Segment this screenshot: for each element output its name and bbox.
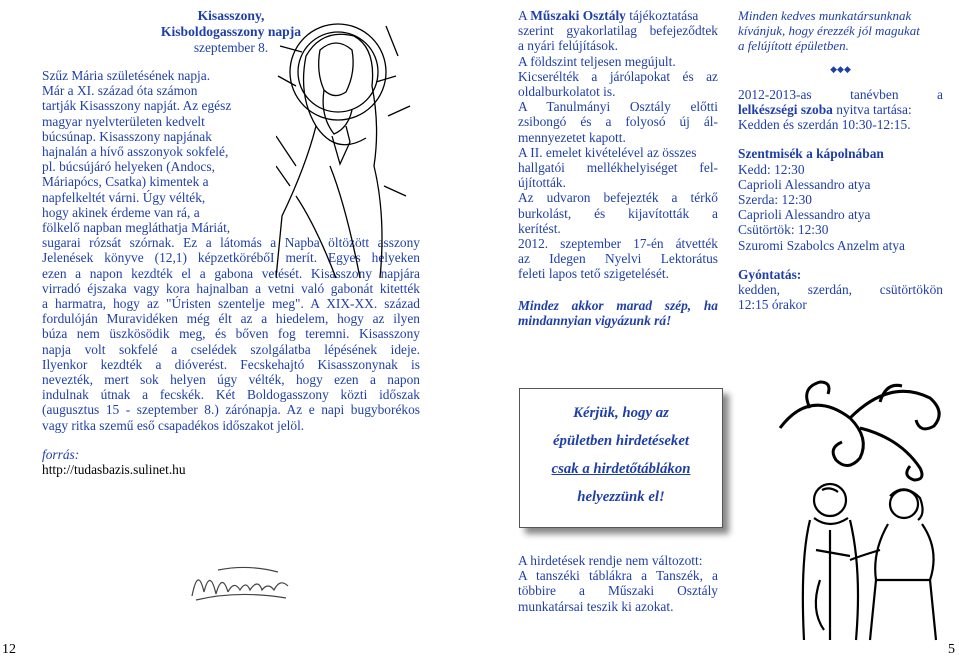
page-number-right: 5 bbox=[948, 642, 955, 657]
office-hours: 2012-2013-as tanévben a lelkészségi szoba nyitva tartása: Kedden és szerdán 10:30-12:15. bbox=[738, 86, 943, 133]
middle-column: A Műszaki Osztály tájékoztatása szerint gyakorlatilag befejeződtek a nyári felújítások. A földszint teljesen megújult. Kicserélték a járólapokat és az oldalburkolatot is. A Tanulmányi Osztály előtti zsibongó és a folyosó új ál- mennyezetet kapott. A II. emelet kivételével az összes hallgatói mellékhelyiséget fel- újították. Az udvaron befejezték a térkő burkolást, és kijavították a kerítést. 2012. szeptember 17-én átvették az Idegen Nyelvi Lektorátus feleti lapos tető szigetelését. Mindez akkor marad szép, ha mindannyian vigyázunk rá! bbox=[518, 8, 718, 328]
article-date: szeptember 8. bbox=[193, 40, 269, 55]
mary-illustration bbox=[276, 16, 412, 282]
source-url[interactable]: http://tudasbazis.sulinet.hu bbox=[42, 462, 186, 478]
greeting: Minden kedves munkatársunknak kívánjuk, hogy érezzék jól magukat a felújított épületben. bbox=[738, 8, 920, 54]
source-label: forrás: bbox=[42, 446, 80, 462]
confession-times: kedden, szerdán, csütörtökön 12:15 órakor bbox=[738, 282, 943, 313]
article-title: Kisasszony, Kisboldogasszony napja bbox=[160, 8, 302, 39]
masses-title: Szentmisék a kápolnában bbox=[738, 146, 884, 162]
confession-illustration bbox=[780, 460, 948, 642]
confession-title: Gyóntatás: bbox=[738, 266, 802, 282]
right-column bbox=[738, 8, 943, 312]
notice-box: Kérjük, hogy az épületben hirdetéseket csak a hirdetőtáblákon helyezzünk el! bbox=[519, 388, 723, 528]
signature-image bbox=[188, 562, 292, 604]
article-body: fölkelő napban megláthatja Máriát, sugarai rózsát szórnak. Ez a látomás a Napba öltözött asszony Jelenések könyve (12,1) képzetkörébőI merít. Egyes helyeken ezen a napon kezdték el a gabona vetését. Kisasszony napjára virradó éjszaka vagy kora hajnalban a vetni való gabonát kitették a harmatra, hogy az "Úristen szentelje meg". A XIX-XX. század fordulóján Muravidéken még élt az a hiedelem, hogy az ilyen búza nem üszkösödik meg, és bőven fog teremni. Kisasszony napja volt sokfelé a cselédek szolgálatba lépésének ideje. Ilyenkor kezdték a dióverést. Fecskehajtó Kisasszonynak is nevezték, mert sok helyen úgy vélték, hogy ezen a napon indulnak útnak a fecskék. Két Boldogasszony közti időszak (augusztus 15 - szeptember 8.) zárónapja. Az e napi bugyborékos vagy ritka szemű eső csapadékos időszakot jelöl. bbox=[42, 220, 420, 433]
divider-ornament: ◆◆◆ bbox=[830, 63, 851, 74]
notice-rules: A hirdetések rendje nem változott: A tanszéki táblákra a Tanszék, a többire a Műszaki Osztály munkatársai teszik ki azokat. bbox=[518, 553, 718, 614]
mass-item: Csütörtök: 12:30 Szuromi Szabolcs Anzelm atya bbox=[738, 222, 905, 253]
article-intro: Szűz Mária születésének napja. Már a XI. század óta számon tartják Kisasszony napját. Az egész magyar nyelvterületen kedvelt búcsúnap. Kisasszony napjának hajnalán a hívő asszonyok sokfelé, pl. búcsújáró helyeken (Andocs, Máriapócs, Csatka) kimentek a napfelkeltét várni. Úgy vélték, hogy akinek érdeme van rá, a bbox=[42, 68, 232, 220]
closing-note: Mindez akkor marad szép, ha mindannyian vigyázunk rá! bbox=[518, 297, 718, 328]
mass-item: Szerda: 12:30 Caprioli Alessandro atya bbox=[738, 192, 871, 223]
page-number-left: 12 bbox=[2, 642, 16, 657]
mass-item: Kedd: 12:30 Caprioli Alessandro atya bbox=[738, 161, 871, 192]
